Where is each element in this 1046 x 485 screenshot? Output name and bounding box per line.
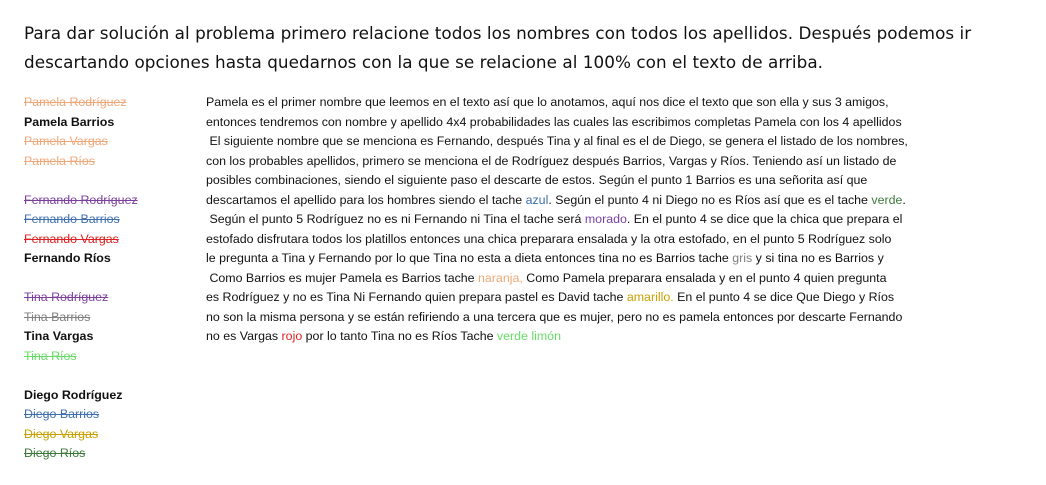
- text-run: Según el punto 5 Rodríguez no es ni Fernando ni Tina el tache será: [206, 212, 585, 226]
- explanation-line: [206, 171, 1036, 191]
- color-word-gray: gris: [732, 251, 753, 265]
- explanation-line: [206, 269, 1036, 289]
- text-run: descartamos el apellido para los hombres siendo el tache: [206, 192, 526, 207]
- selected-name-combination: Fernando Ríos: [24, 251, 111, 265]
- discarded-name-combination: Fernando Rodríguez: [24, 192, 138, 207]
- name-group: [24, 191, 194, 269]
- name-group: [24, 288, 194, 366]
- text-run: estofado disfrutara todos los platillos entonces una chica preparara ensalada y la otra estofado, en el punto 5 Rodríguez solo: [206, 231, 892, 246]
- text-run: le pregunta a Tina y Fernando por lo que Tina no esta a dieta entonces tina no es Barrios tache: [206, 251, 733, 265]
- color-word-lime: verde limón: [496, 329, 561, 343]
- discarded-name-combination: Tina Barrios: [24, 309, 91, 324]
- discarded-name-combination: Fernando Vargas: [24, 231, 119, 246]
- text-run: no es Vargas: [206, 329, 282, 343]
- text-run: entonces tendremos con nombre y apellido 4x4 probabilidades las cuales las escribimos completas Pamela con los 4 apellidos: [206, 114, 902, 129]
- text-run: .: [902, 192, 906, 207]
- color-word-orange: naranja,: [478, 270, 523, 285]
- explanation-line: [206, 210, 1036, 230]
- explanation-line: [206, 93, 1036, 113]
- text-run: por lo tanto Tina no es Ríos Tache: [302, 329, 497, 343]
- explanation-paragraph: [206, 93, 1036, 347]
- discarded-name-combination: Tina Ríos: [24, 348, 77, 363]
- explanation-line: [206, 113, 1036, 133]
- discarded-name-combination: Pamela Ríos: [24, 153, 95, 168]
- intro-line: Para dar solución al problema primero relacione todos los nombres con todos los apellidos. Después podemos ir: [24, 23, 972, 43]
- name-group: [24, 93, 194, 171]
- explanation-line: [206, 249, 1036, 269]
- discarded-name-combination: Diego Barrios: [24, 407, 100, 421]
- explanation-line: [206, 308, 1036, 328]
- color-word-green: verde: [871, 192, 903, 207]
- name-combinations-list: [24, 93, 194, 483]
- color-word-purple: morado: [584, 212, 627, 226]
- discarded-name-combination: Pamela Rodríguez: [24, 95, 127, 109]
- text-run: Pamela es el primer nombre que leemos en el texto así que lo anotamos, aquí nos dice el texto que son ella y sus 3 amigos,: [206, 95, 889, 109]
- text-run: El siguiente nombre que se menciona es Fernando, después Tina y al final es el de Diego, se genera el listado de los nombres,: [206, 134, 908, 148]
- text-run: En el punto 4 se dice Que Diego y Ríos: [673, 290, 895, 304]
- color-word-red: rojo: [281, 329, 303, 343]
- explanation-line: [206, 230, 1036, 250]
- explanation-line: [206, 327, 1036, 347]
- text-run: . Según el punto 4 ni Diego no es Ríos así que es el tache: [548, 192, 872, 207]
- discarded-name-combination: Pamela Vargas: [24, 134, 108, 148]
- name-group: [24, 386, 194, 464]
- color-word-amber: amarillo.: [626, 290, 674, 304]
- explanation-line: [206, 191, 1036, 211]
- text-run: es Rodríguez y no es Tina Ni Fernando quien prepara pastel es David tache: [206, 290, 627, 304]
- explanation-line: [206, 152, 1036, 172]
- intro-line: descartando opciones hasta quedarnos con la que se relacione al 100% con el texto de arriba.: [24, 52, 824, 72]
- discarded-name-combination: Diego Ríos: [24, 446, 86, 460]
- text-run: posibles combinaciones, siendo el siguiente paso el descarte de estos. Según el punto 1 Barrios es una señorita así que: [206, 173, 868, 187]
- text-run: no son la misma persona y se están refiriendo a una tercera que es mujer, pero no es pamela entonces por descarte Fernando: [206, 309, 903, 324]
- selected-name-combination: Diego Rodríguez: [24, 387, 123, 402]
- selected-name-combination: Tina Vargas: [24, 329, 94, 343]
- text-run: Como Pamela preparara ensalada y en el punto 4 quien pregunta: [522, 270, 887, 285]
- discarded-name-combination: Tina Rodríguez: [24, 290, 109, 304]
- color-word-blue: azul: [525, 192, 549, 207]
- text-run: con los probables apellidos, primero se menciona el de Rodríguez después Barrios, Vargas y Ríos. Teniendo así un listado de: [206, 153, 897, 168]
- text-run: . En el punto 4 se dice que la chica que prepara el: [626, 212, 903, 226]
- discarded-name-combination: Fernando Barrios: [24, 212, 120, 226]
- discarded-name-combination: Diego Vargas: [24, 426, 99, 441]
- explanation-line: [206, 132, 1036, 152]
- text-run: y si tina no es Barrios y: [752, 251, 884, 265]
- intro-paragraph: [24, 19, 1034, 77]
- explanation-line: [206, 288, 1036, 308]
- text-run: Como Barrios es mujer Pamela es Barrios tache: [206, 270, 479, 285]
- selected-name-combination: Pamela Barrios: [24, 114, 115, 129]
